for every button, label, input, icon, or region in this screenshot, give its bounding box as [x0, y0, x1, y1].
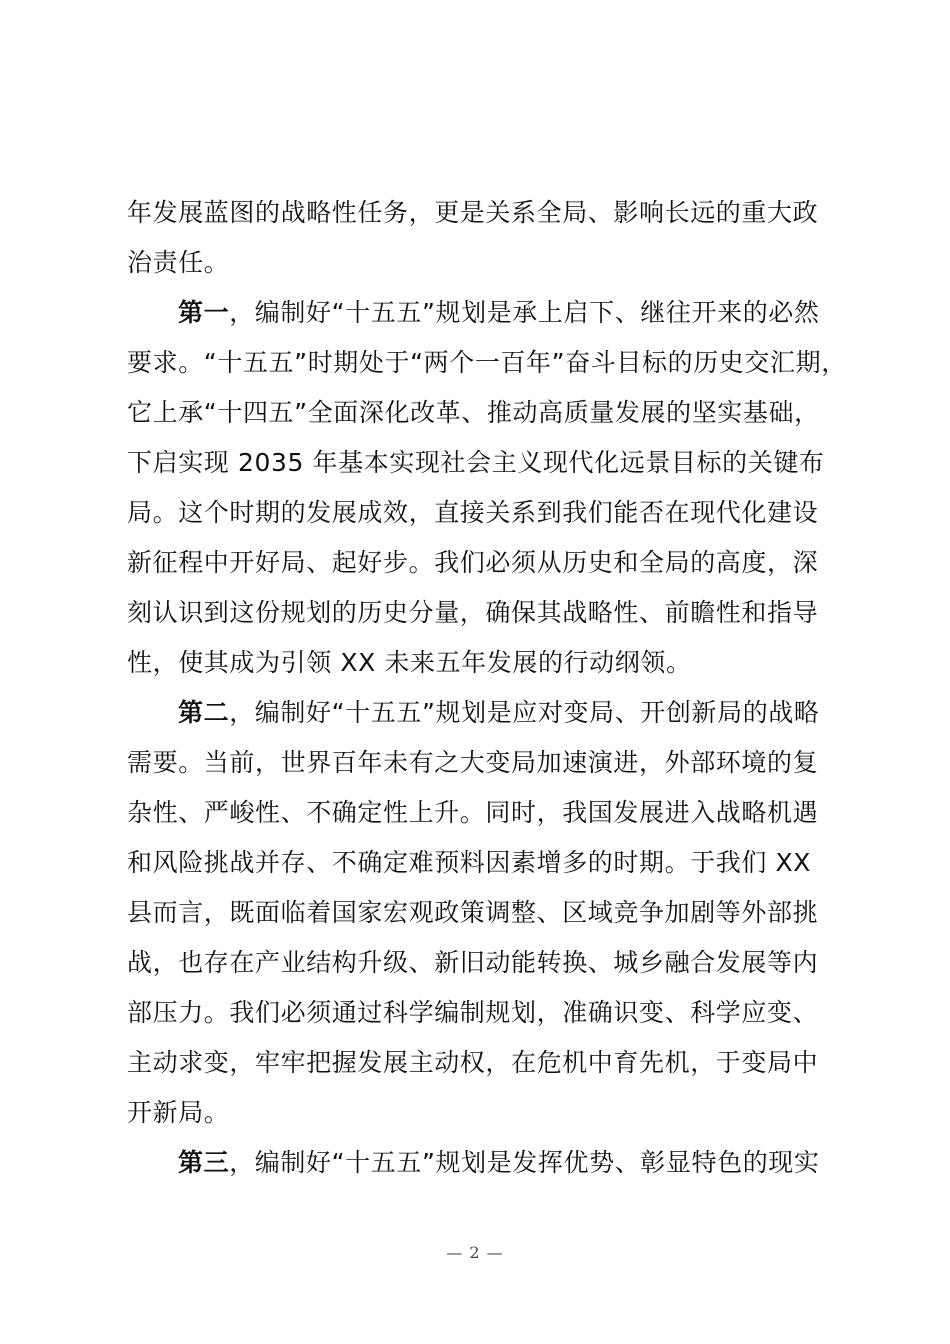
text-line: 开新局。 — [127, 1098, 230, 1127]
paragraph-lead-second: 第二 — [178, 698, 230, 727]
text-line: 它上承“十四五”全面深化改革、推动高质量发展的坚实基础， — [127, 398, 820, 427]
text-line: 杂性、严峻性、不确定性上升。同时，我国发展进入战略机遇 — [127, 798, 819, 827]
text-line: 刻认识到这份规划的历史分量，确保其战略性、前瞻性和指导 — [127, 598, 819, 627]
text-line: 部压力。我们必须通过科学编制规划，准确识变、科学应变、 — [127, 998, 819, 1027]
document-body — [127, 188, 847, 1188]
text-line: 要求。“十五五”时期处于“两个一百年”奋斗目标的历史交汇期， — [127, 348, 847, 377]
paragraph-second-heading-line: 第二，编制好“十五五”规划是应对变局、开创新局的战略 — [178, 698, 820, 727]
text-line: 局。这个时期的发展成效，直接关系到我们能否在现代化建设 — [127, 498, 819, 527]
text-line: 主动求变，牢牢把握发展主动权，在危机中育先机，于变局中 — [127, 1048, 819, 1077]
paragraph-lead-third: 第三 — [178, 1148, 230, 1177]
text-line: 战，也存在产业结构升级、新旧动能转换、城乡融合发展等内 — [127, 948, 819, 977]
text-line: 和风险挑战并存、不确定难预料因素增多的时期。于我们 XX — [127, 848, 812, 877]
text-line: 年发展蓝图的战略性任务，更是关系全局、影响长远的重大政 — [127, 198, 819, 227]
paragraph-first-heading-line: 第一，编制好“十五五”规划是承上启下、继往开来的必然 — [178, 298, 820, 327]
paragraph-third-heading-line: 第三，编制好“十五五”规划是发挥优势、彰显特色的现实 — [178, 1148, 820, 1177]
page-number: — 2 — — [446, 1243, 504, 1262]
text-line: 下启实现 2035 年基本实现社会主义现代化远景目标的关键布 — [127, 448, 825, 477]
text-line: 治责任。 — [127, 248, 230, 277]
text-line: 县而言，既面临着国家宏观政策调整、区域竞争加剧等外部挑 — [127, 898, 819, 927]
text-line: 性，使其成为引领 XX 未来五年发展的行动纲领。 — [127, 648, 692, 677]
text-line: 需要。当前，世界百年未有之大变局加速演进，外部环境的复 — [127, 748, 819, 777]
text-line: 新征程中开好局、起好步。我们必须从历史和全局的高度，深 — [127, 548, 819, 577]
paragraph-lead-first: 第一 — [178, 298, 230, 327]
